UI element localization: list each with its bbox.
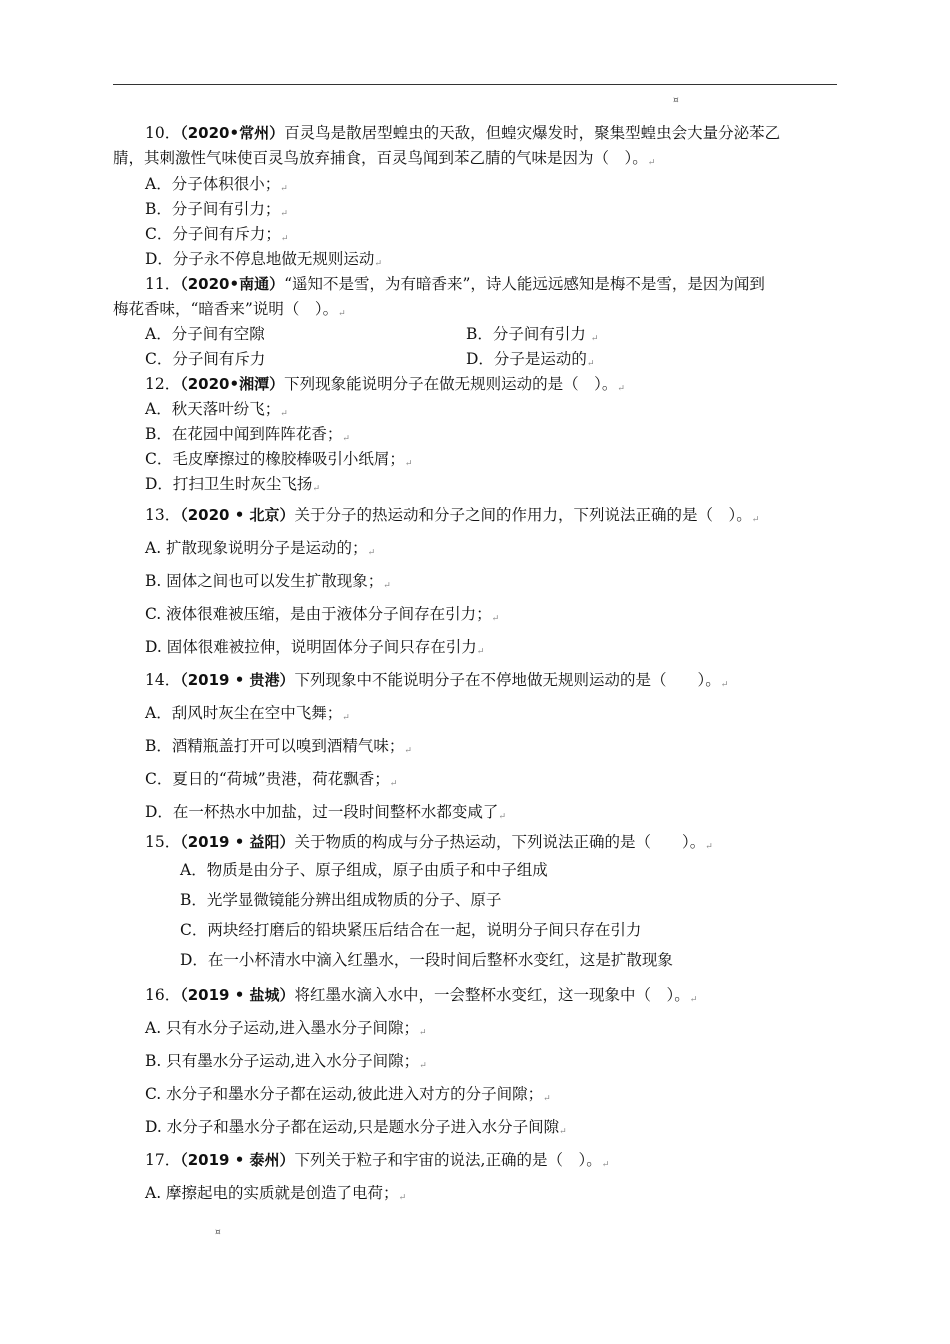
q16-source: （2019 • 盐城） <box>180 986 295 1004</box>
header-rule <box>113 84 837 85</box>
q11-stem-line1: 11．（2020•南通）“遥知不是雪，为有暗香来”，诗人能远远感知是梅不是雪，是因为闻到 <box>145 275 765 293</box>
q17-source: （2019 • 泰州） <box>180 1151 295 1169</box>
q12-stem: 12．（2020•湘潭）下列现象能说明分子在做无规则运动的是（ ）。↵ <box>145 375 625 394</box>
q15-option-c: C．两块经打磨后的铅块紧压后结合在一起，说明分子间只存在引力 <box>180 921 642 939</box>
q10-source: （2020•常州） <box>180 124 285 142</box>
q13-source: （2020 • 北京） <box>180 506 295 524</box>
q12-option-d: D．打扫卫生时灰尘飞扬↵ <box>145 475 320 494</box>
q14-option-c: C．夏日的“荷城”贵港，荷花飘香；↵ <box>145 770 398 789</box>
q17-option-a: A. 摩擦起电的实质就是创造了电荷；↵ <box>145 1184 407 1203</box>
q10-option-c: C．分子间有斥力；↵ <box>145 225 289 244</box>
q10-stem-line1: 10．（2020•常州）百灵鸟是散居型蝗虫的天敌，但蝗灾爆发时，聚集型蝗虫会大量分泌苯乙 <box>145 124 781 142</box>
q14-option-b: B．酒精瓶盖打开可以嗅到酒精气味；↵ <box>145 737 412 756</box>
q10-option-d: D．分子永不停息地做无规则运动↵ <box>145 250 382 269</box>
q13-option-c: C. 液体很难被压缩，是由于液体分子间存在引力；↵ <box>145 605 500 624</box>
q16-option-c: C. 水分子和墨水分子都在运动,彼此进入对方的分子间隙；↵ <box>145 1085 551 1104</box>
q11-option-a: A．分子间有空隙 <box>145 325 265 343</box>
q11-option-b: B．分子间有引力 ↵ <box>466 325 599 344</box>
q12-option-b: B．在花园中闻到阵阵花香；↵ <box>145 425 350 444</box>
q13-option-d: D. 固体很难被拉伸，说明固体分子间只存在引力↵ <box>145 638 485 657</box>
q16-stem: 16．（2019 • 盐城）将红墨水滴入水中，一会整杯水变红，这一现象中（ ）。↵ <box>145 986 698 1005</box>
q15-option-d: D．在一小杯清水中滴入红墨水，一段时间后整杯水变红，这是扩散现象 <box>180 951 673 969</box>
page-mark-top: ¤ <box>673 96 679 106</box>
q14-stem: 14．（2019 • 贵港）下列现象中不能说明分子在不停地做无规则运动的是（ ）。↵ <box>145 671 729 690</box>
q12-option-a: A．秋天落叶纷飞；↵ <box>145 400 288 419</box>
page-mark-bottom: ¤ <box>215 1228 221 1238</box>
q17-stem: 17．（2019 • 泰州）下列关于粒子和宇宙的说法,正确的是（ ）。↵ <box>145 1151 610 1170</box>
q15-option-b: B．光学显微镜能分辨出组成物质的分子、原子 <box>180 891 502 909</box>
q16-option-a: A. 只有水分子运动,进入墨水分子间隙；↵ <box>145 1019 427 1038</box>
q11-source: （2020•南通） <box>180 275 285 293</box>
q10-option-b: B．分子间有引力；↵ <box>145 200 288 219</box>
q11-stem-line2: 梅花香味，“暗香来”说明（ ）。↵ <box>113 300 346 319</box>
q16-option-b: B. 只有墨水分子运动,进入水分子间隙；↵ <box>145 1052 427 1071</box>
q16-option-d: D. 水分子和墨水分子都在运动,只是题水分子进入水分子间隙↵ <box>145 1118 567 1137</box>
q13-option-b: B. 固体之间也可以发生扩散现象；↵ <box>145 572 391 591</box>
q15-stem: 15．（2019 • 益阳）关于物质的构成与分子热运动，下列说法正确的是（ ）。↵ <box>145 833 713 852</box>
q14-option-d: D．在一杯热水中加盐，过一段时间整杯水都变咸了↵ <box>145 803 506 822</box>
q15-option-a: A．物质是由分子、原子组成，原子由质子和中子组成 <box>180 861 548 879</box>
q12-source: （2020•湘潭） <box>180 375 285 393</box>
q12-option-c: C．毛皮摩擦过的橡胶棒吸引小纸屑；↵ <box>145 450 413 469</box>
q14-option-a: A．刮风时灰尘在空中飞舞；↵ <box>145 704 350 723</box>
q14-source: （2019 • 贵港） <box>180 671 295 689</box>
q10-option-a: A．分子体积很小；↵ <box>145 175 288 194</box>
q10-stem-line2: 腈，其刺激性气味使百灵鸟放弃捕食，百灵鸟闻到苯乙腈的气味是因为（ ）。↵ <box>113 149 656 168</box>
q13-stem: 13．（2020 • 北京）关于分子的热运动和分子之间的作用力，下列说法正确的是（ ）。↵ <box>145 506 760 525</box>
q15-source: （2019 • 益阳） <box>180 833 295 851</box>
q11-option-d: D．分子是运动的↵ <box>466 350 595 369</box>
q11-option-c: C．分子间有斥力 <box>145 350 266 368</box>
q13-option-a: A. 扩散现象说明分子是运动的；↵ <box>145 539 376 558</box>
